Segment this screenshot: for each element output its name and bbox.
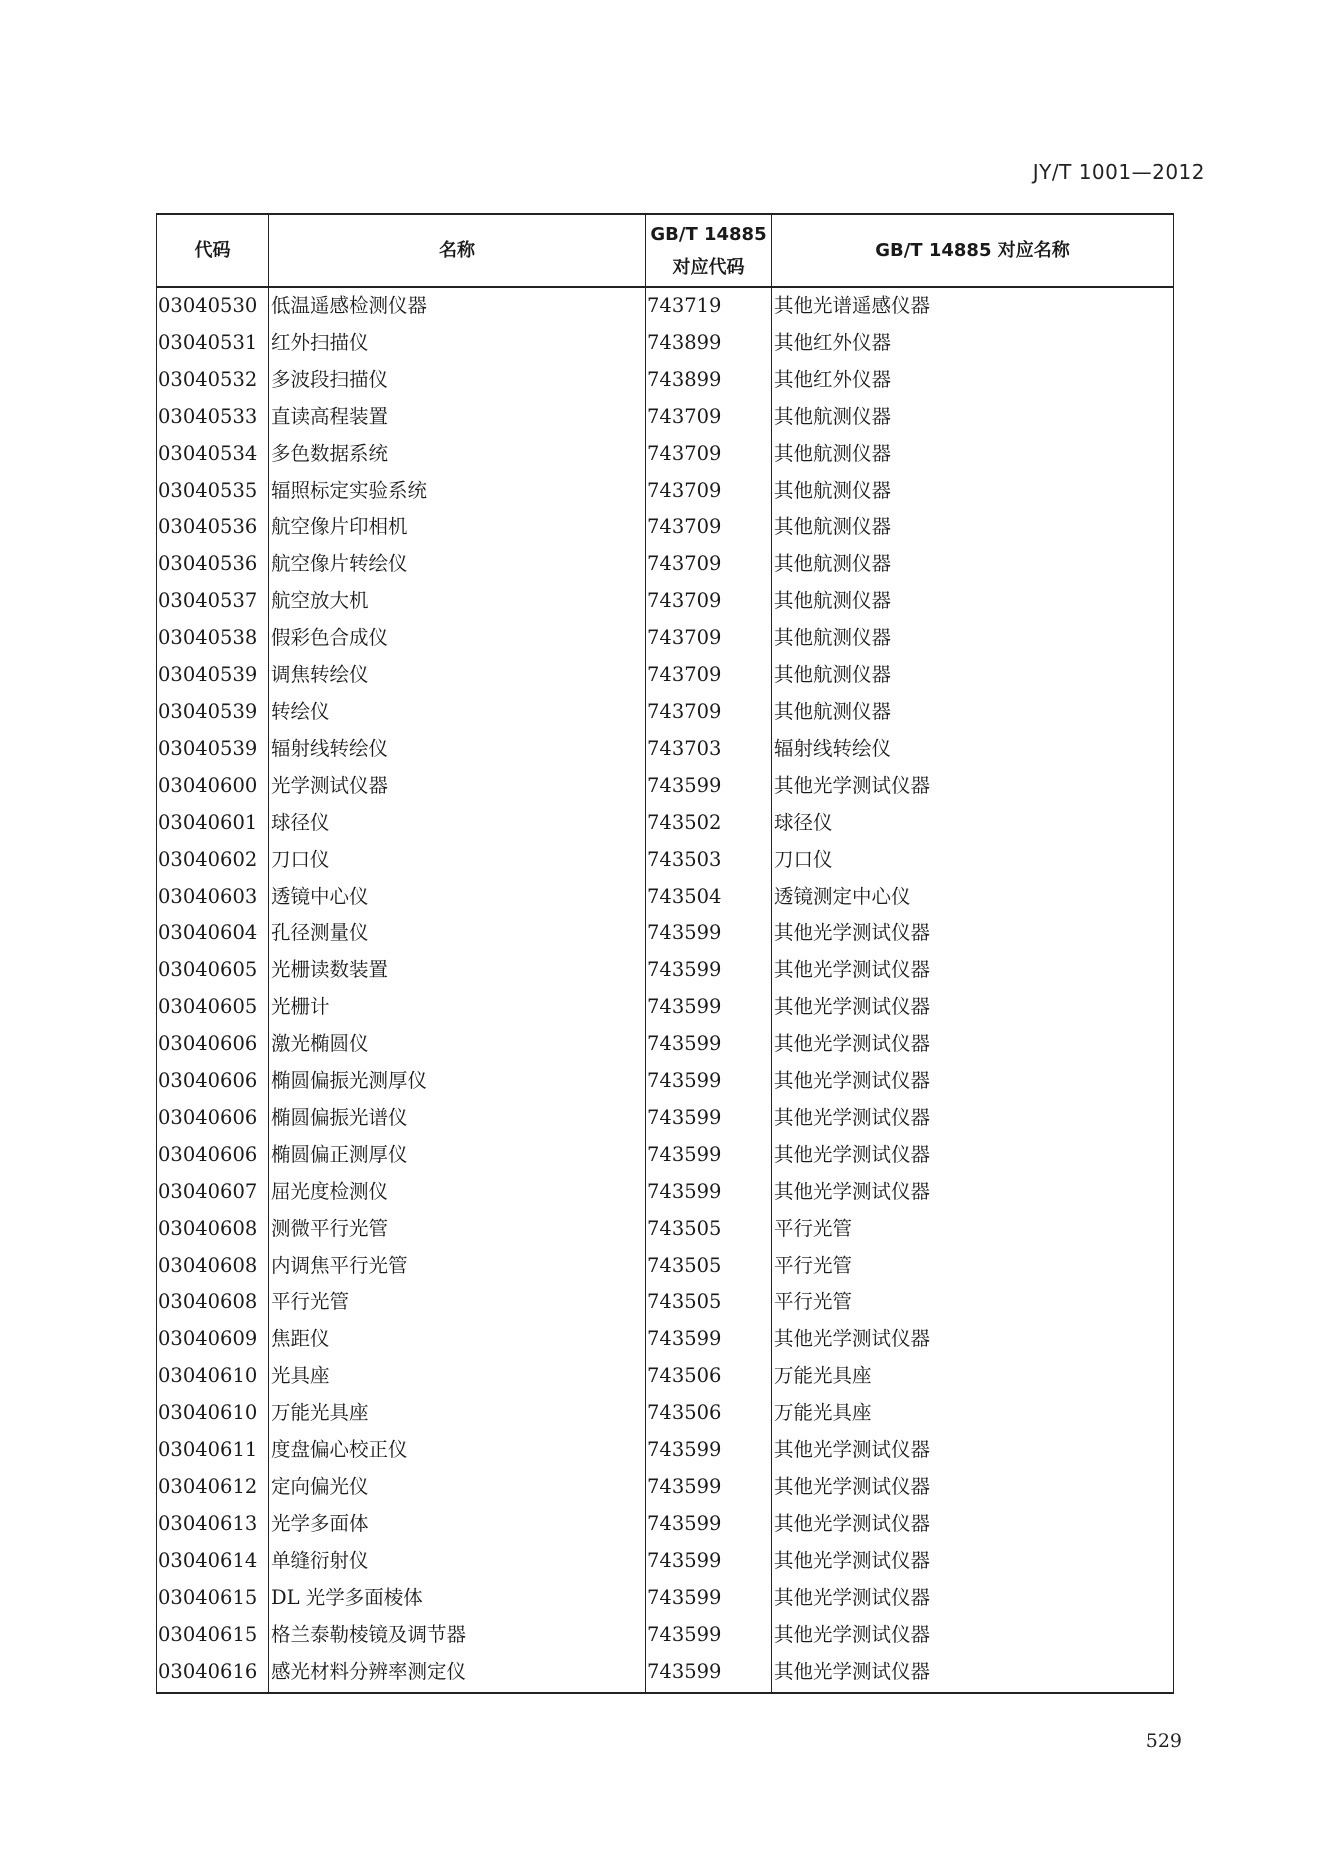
cell-code: 03040602	[157, 842, 269, 879]
cell-code: 03040610	[157, 1395, 269, 1432]
cell-code: 03040530	[157, 287, 269, 325]
cell-gb-name: 其他航测仪器	[772, 694, 1174, 731]
table-row	[157, 1654, 1174, 1693]
header-gb-name: GB/T 14885 对应名称	[772, 214, 1174, 287]
cell-code: 03040613	[157, 1506, 269, 1543]
cell-gb-code: 743709	[646, 473, 772, 510]
cell-gb-name: 其他光学测试仪器	[772, 1617, 1174, 1654]
cell-gb-name: 其他光谱遥感仪器	[772, 287, 1174, 325]
cell-code: 03040539	[157, 694, 269, 731]
cell-name: 椭圆偏正测厚仪	[269, 1137, 646, 1174]
table-row	[157, 1321, 1174, 1358]
cell-gb-code: 743599	[646, 989, 772, 1026]
cell-gb-code: 743599	[646, 1432, 772, 1469]
cell-code: 03040611	[157, 1432, 269, 1469]
code-table-container	[156, 213, 1173, 1694]
standard-code: JY/T 1001—2012	[1032, 160, 1205, 184]
cell-gb-name: 其他光学测试仪器	[772, 1506, 1174, 1543]
cell-name: 多色数据系统	[269, 436, 646, 473]
cell-name: 度盘偏心校正仪	[269, 1432, 646, 1469]
cell-gb-code: 743505	[646, 1211, 772, 1248]
cell-gb-code: 743506	[646, 1395, 772, 1432]
cell-gb-code: 743599	[646, 1580, 772, 1617]
table-row	[157, 1137, 1174, 1174]
table-row	[157, 1026, 1174, 1063]
table-row	[157, 362, 1174, 399]
cell-gb-name: 平行光管	[772, 1248, 1174, 1285]
cell-gb-name: 其他光学测试仪器	[772, 989, 1174, 1026]
cell-code: 03040606	[157, 1026, 269, 1063]
table-row	[157, 1432, 1174, 1469]
cell-gb-code: 743703	[646, 731, 772, 768]
cell-name: 红外扫描仪	[269, 325, 646, 362]
cell-gb-name: 球径仪	[772, 805, 1174, 842]
cell-code: 03040603	[157, 879, 269, 916]
cell-name: 转绘仪	[269, 694, 646, 731]
cell-gb-name: 辐射线转绘仪	[772, 731, 1174, 768]
cell-gb-name: 平行光管	[772, 1211, 1174, 1248]
cell-name: 航空像片转绘仪	[269, 546, 646, 583]
cell-name: 光栅读数装置	[269, 952, 646, 989]
cell-code: 03040531	[157, 325, 269, 362]
table-row	[157, 287, 1174, 325]
cell-gb-name: 其他航测仪器	[772, 509, 1174, 546]
cell-gb-code: 743505	[646, 1284, 772, 1321]
cell-name: 屈光度检测仪	[269, 1174, 646, 1211]
cell-name: 透镜中心仪	[269, 879, 646, 916]
table-row	[157, 1506, 1174, 1543]
cell-code: 03040609	[157, 1321, 269, 1358]
cell-name: 球径仪	[269, 805, 646, 842]
table-row	[157, 1174, 1174, 1211]
cell-code: 03040606	[157, 1137, 269, 1174]
cell-name: 光学测试仪器	[269, 768, 646, 805]
cell-code: 03040607	[157, 1174, 269, 1211]
cell-name: 假彩色合成仪	[269, 620, 646, 657]
cell-name: 刀口仪	[269, 842, 646, 879]
cell-code: 03040532	[157, 362, 269, 399]
cell-gb-code: 743709	[646, 399, 772, 436]
code-mapping-table	[156, 213, 1174, 1694]
cell-code: 03040600	[157, 768, 269, 805]
cell-gb-code: 743719	[646, 287, 772, 325]
table-row	[157, 399, 1174, 436]
cell-gb-code: 743599	[646, 768, 772, 805]
cell-gb-name: 其他航测仪器	[772, 546, 1174, 583]
cell-gb-code: 743503	[646, 842, 772, 879]
cell-code: 03040612	[157, 1469, 269, 1506]
cell-gb-name: 其他航测仪器	[772, 399, 1174, 436]
table-row	[157, 473, 1174, 510]
cell-code: 03040604	[157, 915, 269, 952]
cell-code: 03040606	[157, 1100, 269, 1137]
cell-gb-code: 743599	[646, 1137, 772, 1174]
cell-gb-code: 743599	[646, 1506, 772, 1543]
cell-gb-name: 平行光管	[772, 1284, 1174, 1321]
cell-code: 03040537	[157, 583, 269, 620]
cell-code: 03040538	[157, 620, 269, 657]
cell-gb-code: 743599	[646, 1617, 772, 1654]
page-number: 529	[1145, 1730, 1182, 1752]
cell-name: 椭圆偏振光测厚仪	[269, 1063, 646, 1100]
table-row	[157, 915, 1174, 952]
cell-code: 03040616	[157, 1654, 269, 1693]
cell-gb-code: 743506	[646, 1358, 772, 1395]
cell-gb-name: 其他光学测试仪器	[772, 1100, 1174, 1137]
cell-gb-name: 其他航测仪器	[772, 657, 1174, 694]
cell-code: 03040615	[157, 1580, 269, 1617]
cell-gb-code: 743505	[646, 1248, 772, 1285]
table-row	[157, 1211, 1174, 1248]
cell-gb-name: 其他光学测试仪器	[772, 1543, 1174, 1580]
cell-name: 单缝衍射仪	[269, 1543, 646, 1580]
cell-name: 万能光具座	[269, 1395, 646, 1432]
cell-code: 03040606	[157, 1063, 269, 1100]
table-row	[157, 989, 1174, 1026]
cell-gb-name: 其他光学测试仪器	[772, 1469, 1174, 1506]
table-row	[157, 1284, 1174, 1321]
cell-name: 低温遥感检测仪器	[269, 287, 646, 325]
cell-gb-name: 其他光学测试仪器	[772, 1137, 1174, 1174]
cell-gb-name: 万能光具座	[772, 1395, 1174, 1432]
table-row	[157, 436, 1174, 473]
cell-gb-code: 743599	[646, 1026, 772, 1063]
cell-name: 辐照标定实验系统	[269, 473, 646, 510]
cell-code: 03040536	[157, 509, 269, 546]
cell-name: 光栅计	[269, 989, 646, 1026]
cell-name: 航空像片印相机	[269, 509, 646, 546]
cell-name: 格兰泰勒棱镜及调节器	[269, 1617, 646, 1654]
table-row	[157, 879, 1174, 916]
table-row	[157, 546, 1174, 583]
cell-gb-name: 其他光学测试仪器	[772, 1026, 1174, 1063]
cell-name: 激光椭圆仪	[269, 1026, 646, 1063]
table-row	[157, 1395, 1174, 1432]
cell-code: 03040610	[157, 1358, 269, 1395]
cell-gb-name: 其他航测仪器	[772, 583, 1174, 620]
table-row	[157, 1358, 1174, 1395]
cell-code: 03040533	[157, 399, 269, 436]
table-row	[157, 509, 1174, 546]
cell-gb-name: 万能光具座	[772, 1358, 1174, 1395]
cell-gb-code: 743709	[646, 583, 772, 620]
cell-gb-name: 其他光学测试仪器	[772, 952, 1174, 989]
cell-gb-name: 其他光学测试仪器	[772, 1654, 1174, 1693]
table-row	[157, 1580, 1174, 1617]
cell-gb-code: 743709	[646, 436, 772, 473]
table-row	[157, 731, 1174, 768]
table-row	[157, 583, 1174, 620]
cell-code: 03040535	[157, 473, 269, 510]
table-row	[157, 805, 1174, 842]
cell-name: 直读高程装置	[269, 399, 646, 436]
cell-gb-name: 透镜测定中心仪	[772, 879, 1174, 916]
cell-gb-name: 其他光学测试仪器	[772, 1432, 1174, 1469]
cell-gb-name: 其他红外仪器	[772, 325, 1174, 362]
cell-gb-code: 743599	[646, 1321, 772, 1358]
cell-code: 03040605	[157, 989, 269, 1026]
cell-gb-code: 743599	[646, 915, 772, 952]
table-row	[157, 1063, 1174, 1100]
cell-code: 03040608	[157, 1211, 269, 1248]
cell-gb-name: 其他航测仪器	[772, 620, 1174, 657]
cell-gb-code: 743709	[646, 694, 772, 731]
cell-name: 感光材料分辨率测定仪	[269, 1654, 646, 1693]
cell-gb-name: 其他光学测试仪器	[772, 915, 1174, 952]
cell-gb-name: 其他航测仪器	[772, 473, 1174, 510]
cell-gb-name: 其他光学测试仪器	[772, 768, 1174, 805]
table-row	[157, 768, 1174, 805]
table-row	[157, 1469, 1174, 1506]
cell-code: 03040534	[157, 436, 269, 473]
table-row	[157, 694, 1174, 731]
cell-name: 内调焦平行光管	[269, 1248, 646, 1285]
cell-code: 03040539	[157, 657, 269, 694]
cell-name: 光学多面体	[269, 1506, 646, 1543]
header-gb-code-line2: 对应代码	[672, 256, 745, 278]
cell-code: 03040539	[157, 731, 269, 768]
cell-name: 多波段扫描仪	[269, 362, 646, 399]
cell-name: 孔径测量仪	[269, 915, 646, 952]
cell-gb-name: 其他光学测试仪器	[772, 1580, 1174, 1617]
header-gb-code-line1: GB/T 14885	[650, 223, 767, 245]
cell-gb-code: 743709	[646, 657, 772, 694]
cell-name: 定向偏光仪	[269, 1469, 646, 1506]
cell-gb-code: 743599	[646, 1100, 772, 1137]
table-row	[157, 1100, 1174, 1137]
cell-gb-name: 其他光学测试仪器	[772, 1174, 1174, 1211]
cell-name: 航空放大机	[269, 583, 646, 620]
cell-name: 平行光管	[269, 1284, 646, 1321]
cell-gb-name: 刀口仪	[772, 842, 1174, 879]
cell-gb-code: 743599	[646, 1063, 772, 1100]
cell-gb-code: 743502	[646, 805, 772, 842]
cell-name: 光具座	[269, 1358, 646, 1395]
cell-code: 03040601	[157, 805, 269, 842]
table-row	[157, 1543, 1174, 1580]
cell-code: 03040614	[157, 1543, 269, 1580]
cell-code: 03040608	[157, 1248, 269, 1285]
cell-name: DL 光学多面棱体	[269, 1580, 646, 1617]
cell-gb-name: 其他光学测试仪器	[772, 1321, 1174, 1358]
cell-name: 椭圆偏振光谱仪	[269, 1100, 646, 1137]
cell-gb-code: 743899	[646, 362, 772, 399]
cell-gb-code: 743599	[646, 1174, 772, 1211]
cell-gb-name: 其他航测仪器	[772, 436, 1174, 473]
cell-name: 辐射线转绘仪	[269, 731, 646, 768]
table-row	[157, 1617, 1174, 1654]
table-row	[157, 952, 1174, 989]
table-row	[157, 1248, 1174, 1285]
cell-gb-name: 其他光学测试仪器	[772, 1063, 1174, 1100]
cell-code: 03040608	[157, 1284, 269, 1321]
cell-gb-code: 743709	[646, 509, 772, 546]
cell-gb-code: 743599	[646, 952, 772, 989]
header-gb-code	[646, 214, 772, 287]
header-code: 代码	[157, 214, 269, 287]
header-row	[157, 214, 1174, 287]
cell-gb-code: 743709	[646, 620, 772, 657]
cell-code: 03040605	[157, 952, 269, 989]
cell-gb-code: 743899	[646, 325, 772, 362]
cell-code: 03040615	[157, 1617, 269, 1654]
table-body	[157, 287, 1174, 1693]
table-row	[157, 842, 1174, 879]
table-row	[157, 620, 1174, 657]
table-header	[157, 214, 1174, 287]
cell-gb-code: 743599	[646, 1654, 772, 1693]
cell-name: 焦距仪	[269, 1321, 646, 1358]
cell-name: 调焦转绘仪	[269, 657, 646, 694]
table-row	[157, 657, 1174, 694]
cell-name: 测微平行光管	[269, 1211, 646, 1248]
table-row	[157, 325, 1174, 362]
cell-gb-code: 743599	[646, 1543, 772, 1580]
cell-gb-name: 其他红外仪器	[772, 362, 1174, 399]
cell-gb-code: 743709	[646, 546, 772, 583]
header-name: 名称	[269, 214, 646, 287]
cell-code: 03040536	[157, 546, 269, 583]
cell-gb-code: 743599	[646, 1469, 772, 1506]
cell-gb-code: 743504	[646, 879, 772, 916]
